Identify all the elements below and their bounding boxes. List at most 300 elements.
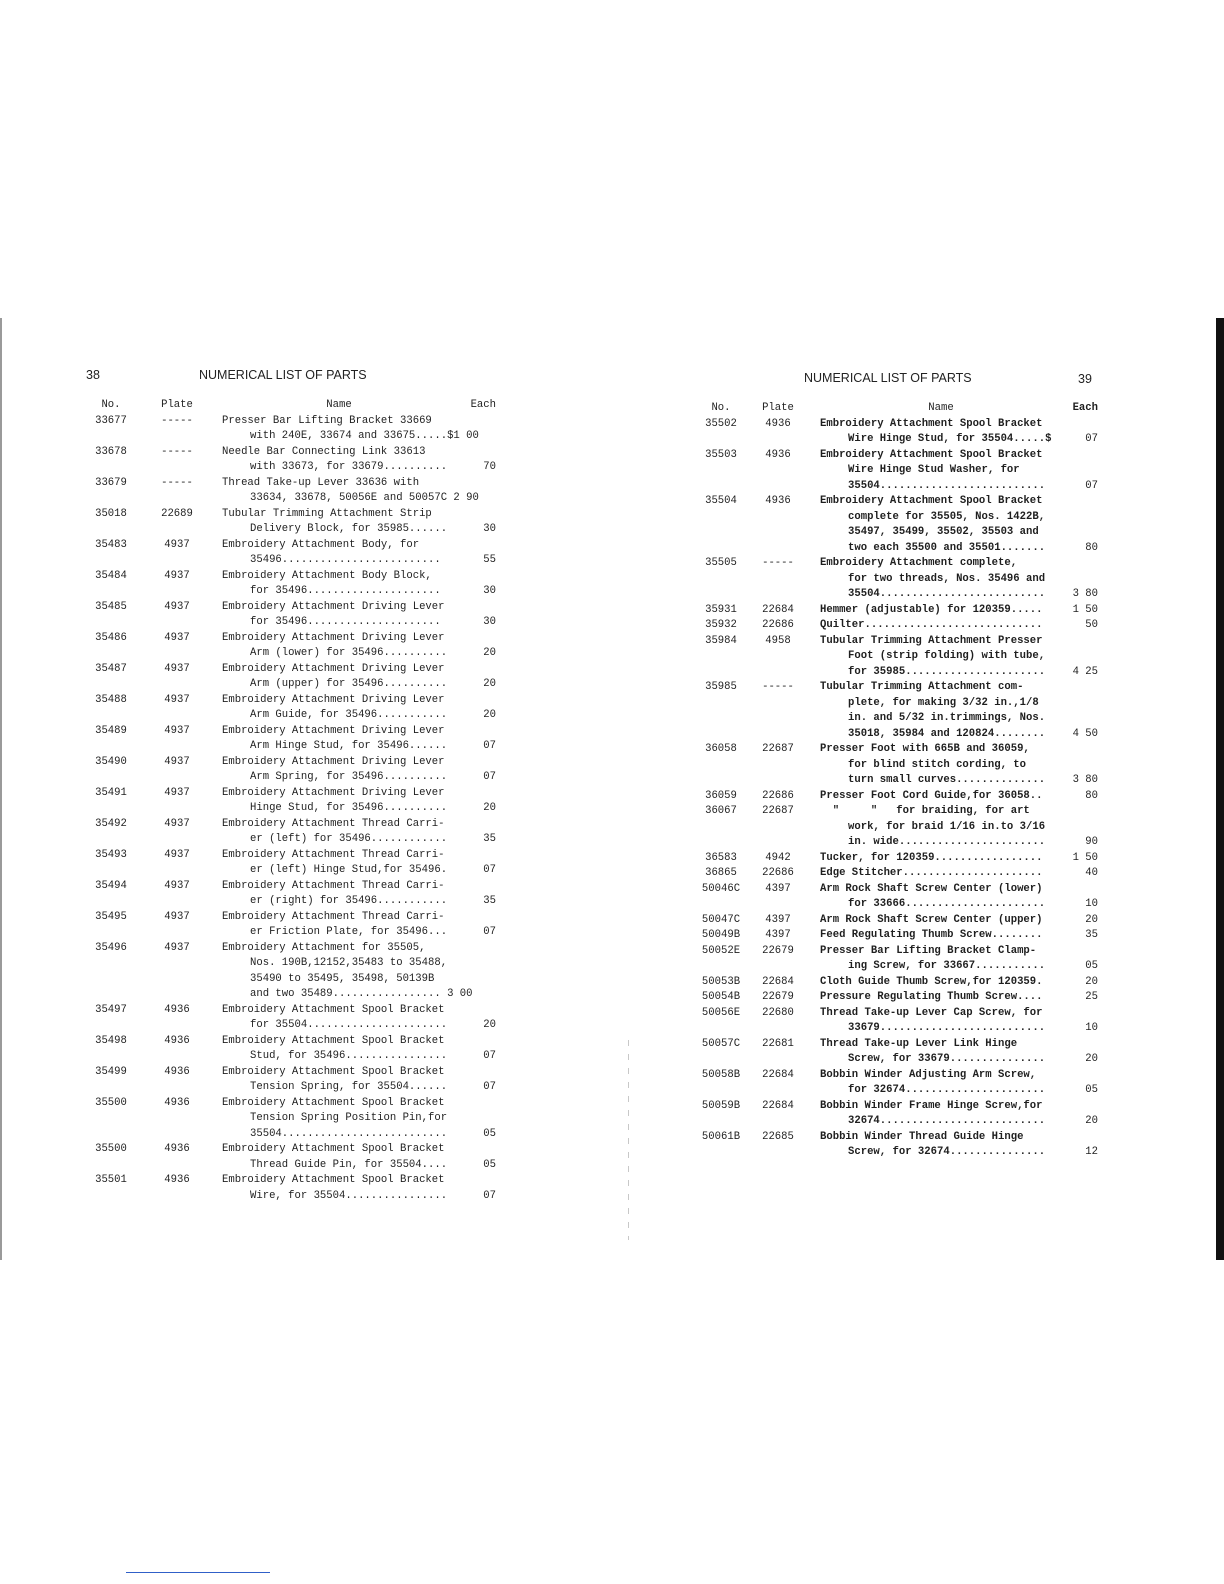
price-line <box>456 507 496 523</box>
part-name <box>820 990 1062 1006</box>
part-name-line: 35018, 35984 and 120824........ <box>848 727 1046 740</box>
part-price <box>456 414 496 445</box>
price-line <box>456 1096 496 1112</box>
part-price <box>456 445 496 476</box>
table-row <box>698 944 1098 975</box>
part-name-line: 33679.......................... <box>848 1022 1046 1034</box>
price-line <box>456 1142 496 1158</box>
part-name-line: Embroidery Attachment Driving Lever <box>222 724 445 737</box>
part-name-line: Embroidery Attachment for 35505, <box>222 941 426 954</box>
price-line: 30 <box>483 523 496 535</box>
part-price <box>1062 556 1098 603</box>
plate-number: 4937 <box>164 941 190 954</box>
price-line: 07 <box>483 1050 496 1062</box>
part-name <box>820 851 1062 867</box>
plate-number: 4397 <box>765 882 791 895</box>
header-each: Each <box>1072 402 1098 414</box>
table-row <box>698 928 1098 944</box>
plate-number: 4936 <box>765 495 791 507</box>
price-line: 90 <box>1085 836 1098 848</box>
table-row <box>698 618 1098 634</box>
part-name-line: and two 35489................. 3 00 <box>250 988 473 1000</box>
part-price <box>456 569 496 600</box>
part-name-line: 33634, 33678, 50056E and 50057C 2 90 <box>250 492 479 504</box>
plate-number: 4937 <box>164 662 190 675</box>
price-line: 40 <box>1085 867 1098 879</box>
part-number: 36583 <box>705 851 737 864</box>
price-line: 07 <box>483 864 496 876</box>
part-name-line: Embroidery Attachment Spool Bracket <box>222 1174 445 1186</box>
price-line: 07 <box>1085 433 1098 445</box>
part-name-line: Embroidery Attachment Thread Carri- <box>222 910 445 923</box>
part-name <box>222 631 456 662</box>
part-name-line: er (right) for 35496........... <box>250 895 448 907</box>
part-price <box>456 817 496 848</box>
part-name-line: Embroidery Attachment Thread Carri- <box>222 817 445 830</box>
part-price <box>1062 913 1098 929</box>
part-name <box>820 975 1062 991</box>
part-name-line: for blind stitch cording, to <box>848 758 1027 771</box>
part-name-line: Tubular Trimming Attachment Presser <box>820 634 1043 647</box>
price-line: 20 <box>483 647 496 659</box>
price-line <box>456 569 496 585</box>
part-name-line: Tubular Trimming Attachment Strip <box>222 507 432 520</box>
part-name-line: Tension Spring Position Pin,for <box>250 1112 448 1124</box>
part-name <box>820 928 1062 944</box>
price-line: 70 <box>483 461 496 473</box>
left-parts-table <box>88 398 496 1204</box>
part-number: 35501 <box>95 1174 127 1186</box>
table-row <box>698 990 1098 1006</box>
part-name-line: for 32674...................... <box>848 1084 1046 1096</box>
table-row <box>698 494 1098 556</box>
part-name-line: Embroidery Attachment Driving Lever <box>222 600 445 613</box>
part-price <box>456 662 496 693</box>
part-price <box>456 941 496 1003</box>
table-row <box>88 848 496 879</box>
price-line <box>1062 463 1098 479</box>
part-number: 35500 <box>95 1096 127 1109</box>
table-row <box>698 448 1098 495</box>
part-name <box>222 786 456 817</box>
price-line: 30 <box>483 585 496 597</box>
price-line <box>456 631 496 647</box>
table-row <box>88 507 496 538</box>
part-price <box>1062 494 1098 556</box>
part-number: 35931 <box>705 603 737 616</box>
table-row <box>698 866 1098 882</box>
part-name-line: 35504.......................... <box>848 479 1046 492</box>
price-line: 20 <box>483 678 496 690</box>
plate-number: 22689 <box>161 507 193 520</box>
part-name <box>222 1142 456 1173</box>
price-line <box>1062 634 1098 650</box>
price-line <box>456 414 496 430</box>
part-name <box>222 724 456 755</box>
table-row <box>88 1142 496 1173</box>
part-number: 50053B <box>701 975 741 988</box>
part-name <box>222 476 479 507</box>
part-name-line: turn small curves.............. <box>848 774 1046 786</box>
plate-number: 4936 <box>164 1096 190 1109</box>
price-line: 80 <box>1085 541 1098 554</box>
plate-number: 4936 <box>164 1174 190 1186</box>
part-name-line: 35504.......................... <box>250 1127 448 1140</box>
part-name-line: Thread Take-up Lever Link Hinge <box>820 1037 1018 1050</box>
price-line <box>1062 1068 1098 1084</box>
plate-number: 4937 <box>164 569 190 582</box>
part-name <box>820 913 1062 929</box>
part-name-line: Nos. 190B,12152,35483 to 35488, <box>250 957 448 969</box>
part-name-line: Arm (lower) for 35496.......... <box>250 647 448 659</box>
part-name <box>222 414 479 445</box>
plate-number: 4937 <box>164 848 190 861</box>
part-price <box>456 631 496 662</box>
part-number: 33679 <box>95 476 127 489</box>
part-name <box>222 445 456 476</box>
part-name-line: Pressure Regulating Thumb Screw.... <box>820 991 1043 1003</box>
part-name-line: Wire Hinge Stud Washer, for <box>848 464 1020 476</box>
price-line <box>1062 944 1098 960</box>
plate-number: 4937 <box>164 724 190 737</box>
part-name-line: Foot (strip folding) with tube, <box>848 650 1046 662</box>
part-price <box>1062 634 1098 681</box>
right-table-header <box>698 401 1098 417</box>
table-row <box>88 1003 496 1034</box>
part-price <box>1062 1068 1098 1099</box>
plate-number: 4397 <box>765 913 791 926</box>
table-row <box>698 556 1098 603</box>
part-name <box>820 866 1062 882</box>
part-name-line: Embroidery Attachment Body, for <box>222 538 420 551</box>
part-number: 35490 <box>95 755 127 768</box>
part-price <box>1062 1037 1098 1068</box>
table-row <box>698 913 1098 929</box>
table-row <box>88 600 496 631</box>
plate-number: 4936 <box>164 1003 190 1016</box>
left-page-title: NUMERICAL LIST OF PARTS <box>199 368 367 382</box>
part-name-line: Bobbin Winder Thread Guide Hinge <box>820 1130 1024 1143</box>
part-name-line: 35504.......................... <box>848 588 1046 600</box>
part-price <box>1062 866 1098 882</box>
part-name-line: 35497, 35499, 35502, 35503 and <box>848 526 1039 538</box>
part-name-line: Arm (upper) for 35496.......... <box>250 678 448 690</box>
plate-number: 22679 <box>762 944 794 957</box>
part-price <box>1062 928 1098 944</box>
price-line <box>1062 711 1098 727</box>
part-name-line: 35496......................... <box>250 554 441 566</box>
header-name: Name <box>928 402 954 414</box>
price-line <box>456 538 496 554</box>
price-line <box>456 693 496 709</box>
price-line <box>1062 804 1098 820</box>
part-name <box>222 755 456 786</box>
plate-number: 22684 <box>762 975 794 988</box>
price-line: 20 <box>1085 1115 1098 1127</box>
part-name-line: in. wide....................... <box>848 836 1046 848</box>
part-name <box>820 1099 1062 1130</box>
part-number: 35493 <box>95 848 127 861</box>
part-name <box>222 1096 456 1143</box>
part-name-line: work, for braid 1/16 in.to 3/16 <box>848 820 1046 833</box>
part-name-line: for 35496..................... <box>250 616 441 628</box>
part-price <box>1062 789 1098 805</box>
part-name <box>222 600 456 631</box>
part-number: 35491 <box>95 786 127 799</box>
table-row <box>88 538 496 569</box>
part-number: 36067 <box>705 805 737 817</box>
plate-number: 22679 <box>762 991 794 1003</box>
part-price <box>1062 603 1098 619</box>
table-row <box>698 851 1098 867</box>
part-name-line: plete, for making 3/32 in.,1/8 <box>848 696 1039 709</box>
price-line <box>1062 696 1098 712</box>
table-row <box>88 476 496 507</box>
left-table-header <box>88 398 496 414</box>
plate-number: 22684 <box>762 603 794 616</box>
part-number: 35494 <box>95 879 127 892</box>
price-line: 07 <box>483 740 496 752</box>
price-line <box>456 476 496 492</box>
price-line <box>456 848 496 864</box>
plate-number: 22680 <box>762 1006 794 1019</box>
plate-number: 4958 <box>765 634 791 647</box>
price-line: 07 <box>483 1189 496 1202</box>
price-line <box>456 724 496 740</box>
table-row <box>88 693 496 724</box>
table-row <box>88 910 496 941</box>
part-name-line: Tucker, for 120359................. <box>820 851 1043 864</box>
part-name <box>222 879 456 910</box>
price-line: 1 50 <box>1072 603 1098 616</box>
part-name-line: Feed Regulating Thumb Screw........ <box>820 929 1043 941</box>
part-price <box>1062 1099 1098 1130</box>
part-number: 35492 <box>95 817 127 830</box>
table-row <box>88 941 496 1003</box>
header-no: No. <box>711 402 731 414</box>
part-price <box>1062 882 1098 913</box>
part-number: 33677 <box>95 414 127 427</box>
part-price <box>456 1173 496 1204</box>
part-number: 35018 <box>95 507 127 520</box>
part-name-line: for 35496..................... <box>250 585 441 597</box>
price-line <box>456 817 496 833</box>
table-row <box>88 1173 496 1204</box>
plate-number: 4936 <box>164 1034 190 1047</box>
part-name-line: in. and 5/32 in.trimmings, Nos. <box>848 712 1046 724</box>
price-line: 05 <box>1085 960 1098 972</box>
part-price <box>1062 990 1098 1006</box>
price-line <box>456 987 496 1003</box>
plate-number: 22687 <box>762 743 794 755</box>
part-name-line: for two threads, Nos. 35496 and <box>848 572 1046 585</box>
part-name-line: Thread Take-up Lever 33636 with <box>222 476 420 489</box>
right-parts-table <box>698 401 1098 1161</box>
part-name-line: Embroidery Attachment Spool Bracket <box>820 448 1043 461</box>
price-line <box>456 445 496 461</box>
plate-number: 22684 <box>762 1068 794 1081</box>
part-name-line: Presser Foot Cord Guide,for 36058.. <box>820 789 1043 802</box>
part-number: 50049B <box>701 929 741 941</box>
part-name-line: Tubular Trimming Attachment com- <box>820 681 1024 693</box>
part-name <box>820 618 1062 634</box>
part-name <box>222 1003 456 1034</box>
part-name-line: Arm Hinge Stud, for 35496...... <box>250 740 448 752</box>
part-number: 35496 <box>95 941 127 954</box>
plate-number: 4937 <box>164 910 190 923</box>
price-line: 25 <box>1085 991 1098 1003</box>
price-line <box>456 972 496 988</box>
table-row <box>698 1099 1098 1130</box>
part-price <box>456 848 496 879</box>
part-name <box>222 910 456 941</box>
table-row <box>698 1130 1098 1161</box>
part-number: 50046C <box>701 882 741 895</box>
price-line <box>456 879 496 895</box>
part-price <box>456 724 496 755</box>
part-price <box>456 693 496 724</box>
table-row <box>88 724 496 755</box>
footer-rule <box>126 1572 270 1573</box>
price-line <box>1062 882 1098 898</box>
part-name <box>820 742 1062 789</box>
part-name-line: Cloth Guide Thumb Screw,for 120359. <box>820 975 1043 988</box>
price-line <box>1062 448 1098 464</box>
plate-number: 22686 <box>762 867 794 879</box>
part-number: 35486 <box>95 631 127 644</box>
price-line <box>456 1034 496 1050</box>
price-line <box>1062 1037 1098 1053</box>
header-each: Each <box>470 399 496 411</box>
part-number: 33678 <box>95 445 127 458</box>
price-line <box>1062 572 1098 588</box>
price-line: 3 80 <box>1072 588 1098 600</box>
table-row <box>88 1096 496 1143</box>
table-row <box>698 680 1098 742</box>
part-name <box>820 1037 1062 1068</box>
part-number: 36865 <box>705 867 737 879</box>
part-number: 35489 <box>95 724 127 737</box>
price-line <box>1062 680 1098 696</box>
price-line <box>456 755 496 771</box>
plate-number: 4937 <box>164 631 190 644</box>
table-row <box>698 789 1098 805</box>
part-number: 35985 <box>705 681 737 693</box>
plate-number: ----- <box>161 445 193 458</box>
part-name <box>820 1130 1062 1161</box>
part-name <box>222 693 456 724</box>
part-name-line: Embroidery Attachment Thread Carri- <box>222 848 445 861</box>
part-number: 50054B <box>701 991 741 1003</box>
price-line <box>1062 1099 1098 1115</box>
table-row <box>698 1068 1098 1099</box>
part-name <box>820 494 1062 556</box>
price-line: 30 <box>483 616 496 628</box>
price-line: 20 <box>1085 1053 1098 1065</box>
price-line: 20 <box>1085 913 1098 926</box>
part-name-line: with 33673, for 33679.......... <box>250 461 448 473</box>
price-line <box>456 1173 496 1189</box>
left-page-edge <box>0 318 2 1260</box>
plate-number: ----- <box>762 681 794 693</box>
price-line <box>1062 417 1098 433</box>
table-row <box>88 786 496 817</box>
table-row <box>698 804 1098 851</box>
part-price <box>456 786 496 817</box>
part-name-line: Edge Stitcher...................... <box>820 867 1043 879</box>
part-name-line: Embroidery Attachment Driving Lever <box>222 755 445 768</box>
price-line <box>456 1003 496 1019</box>
plate-number: 22681 <box>762 1037 794 1050</box>
table-row <box>88 414 496 445</box>
part-price <box>456 1142 496 1173</box>
price-line <box>1062 525 1098 541</box>
part-name <box>820 882 1062 913</box>
right-page-number: 39 <box>1078 372 1092 386</box>
right-rows <box>698 417 1098 1161</box>
part-name-line: Presser Bar Lifting Bracket 33669 <box>222 414 432 427</box>
part-name <box>820 789 1062 805</box>
part-price <box>1062 975 1098 991</box>
price-line <box>456 1065 496 1081</box>
plate-number: 4942 <box>765 851 791 864</box>
part-name-line: Embroidery Attachment Driving Lever <box>222 662 445 675</box>
part-name-line: Embroidery Attachment Spool Bracket <box>820 417 1043 430</box>
price-line <box>1062 649 1098 665</box>
price-line: 3 80 <box>1072 774 1098 786</box>
plate-number: 4937 <box>164 817 190 830</box>
part-number: 50047C <box>701 913 741 926</box>
part-price <box>456 538 496 569</box>
part-name-line: two each 35500 and 35501....... <box>848 541 1046 554</box>
part-name-line: 35490 to 35495, 35498, 50139B <box>250 972 435 985</box>
part-name-line: Delivery Block, for 35985...... <box>250 523 448 535</box>
part-price <box>1062 1130 1098 1161</box>
part-number: 35502 <box>705 417 737 430</box>
table-row <box>698 1037 1098 1068</box>
part-name-line: Bobbin Winder Adjusting Arm Screw, <box>820 1068 1037 1081</box>
price-line: 07 <box>483 1081 496 1093</box>
part-name-line: Embroidery Attachment Spool Bracket <box>222 1034 445 1047</box>
price-line: 50 <box>1085 619 1098 631</box>
part-name <box>222 662 456 693</box>
plate-number: 4937 <box>164 755 190 768</box>
part-name-line: Arm Rock Shaft Screw Center (lower) <box>820 882 1043 895</box>
price-line <box>1062 820 1098 836</box>
part-name-line: " " for braiding, for art <box>820 805 1030 817</box>
part-number: 35984 <box>705 634 737 647</box>
part-price <box>456 507 496 538</box>
part-number: 35488 <box>95 693 127 706</box>
price-line <box>1062 758 1098 774</box>
part-price <box>1062 851 1098 867</box>
part-number: 35498 <box>95 1034 127 1047</box>
part-name-line: Embroidery Attachment Thread Carri- <box>222 879 445 892</box>
price-line <box>1062 1006 1098 1022</box>
part-price <box>1062 448 1098 495</box>
table-row <box>88 662 496 693</box>
part-name <box>222 848 456 879</box>
part-number: 50059B <box>701 1099 741 1112</box>
part-name-line: Thread Take-up Lever Cap Screw, for <box>820 1006 1043 1019</box>
price-line: 35 <box>483 895 496 907</box>
table-row <box>698 975 1098 991</box>
part-price <box>1062 1006 1098 1037</box>
part-name-line: Arm Spring, for 35496.......... <box>250 771 448 783</box>
part-number: 35485 <box>95 600 127 613</box>
price-line <box>1062 1130 1098 1146</box>
part-number: 35503 <box>705 448 737 461</box>
